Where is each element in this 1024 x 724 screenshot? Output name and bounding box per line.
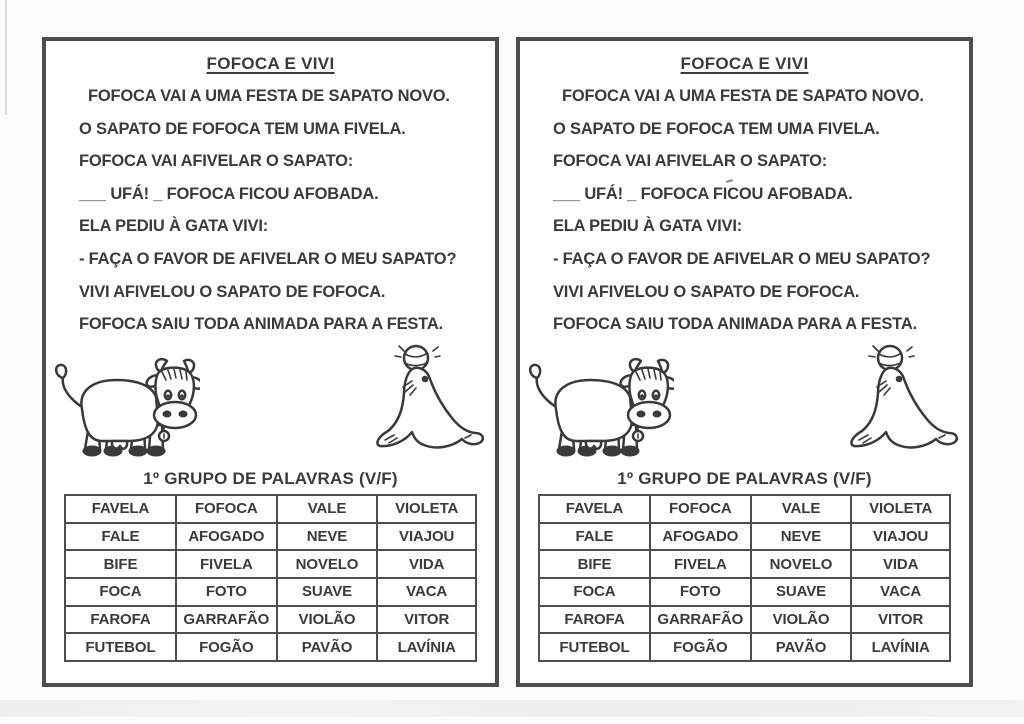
word-cell: VACA (377, 578, 476, 606)
seal-with-ball-illustration (352, 343, 486, 465)
word-cell: FOFOCA (176, 495, 277, 523)
word-cell: PAVÃO (751, 633, 852, 661)
word-cell: LAVÍNIA (851, 633, 950, 661)
story-line: FOFOCA SAIU TODA ANIMADA PARA A FESTA. (79, 315, 443, 334)
word-cell: NEVE (277, 523, 378, 551)
word-cell: PAVÃO (277, 633, 378, 661)
seal-with-ball-illustration (826, 343, 960, 465)
story-line: ___ UFÁ! _ FOFOCA FICOU AFOBADA. (553, 184, 853, 203)
word-cell: VIAJOU (851, 523, 950, 551)
word-cell: VALE (751, 495, 852, 523)
worksheet-panel-right (516, 37, 973, 687)
word-table (538, 494, 951, 662)
story-title: FOFOCA E VIVI (680, 54, 809, 73)
word-cell: NOVELO (751, 550, 852, 578)
story-line: - FAÇA O FAVOR DE AFIVELAR O MEU SAPATO? (553, 249, 931, 268)
cow-illustration (52, 357, 200, 461)
word-cell: BIFE (65, 550, 176, 578)
word-cell: FAVELA (65, 495, 176, 523)
table-row (65, 578, 476, 606)
word-cell: VIOLETA (377, 495, 476, 523)
word-cell: FIVELA (650, 550, 751, 578)
word-cell: FUTEBOL (539, 633, 650, 661)
story-line: ELA PEDIU À GATA VIVI: (553, 217, 743, 236)
word-cell: VIDA (851, 550, 950, 578)
word-cell: FIVELA (176, 550, 277, 578)
word-table (64, 494, 477, 662)
word-cell: VIDA (377, 550, 476, 578)
word-cell: FAROFA (539, 606, 650, 634)
table-row (65, 633, 476, 661)
story-line: FOFOCA VAI AFIVELAR O SAPATO: (79, 152, 354, 171)
word-cell: VIAJOU (377, 523, 476, 551)
word-cell: VIOLÃO (751, 606, 852, 634)
scan-edge-artifact (5, 0, 7, 115)
word-cell: VACA (851, 578, 950, 606)
story-line: O SAPATO DE FOFOCA TEM UMA FIVELA. (79, 119, 406, 138)
scan-bottom-edge (0, 700, 1024, 717)
table-row (539, 633, 950, 661)
table-row (539, 550, 950, 578)
word-cell: FUTEBOL (65, 633, 176, 661)
word-cell: FALE (65, 523, 176, 551)
word-cell: GARRAFÃO (176, 606, 277, 634)
word-cell: FAROFA (65, 606, 176, 634)
story-line: ELA PEDIU À GATA VIVI: (79, 217, 269, 236)
story-line: - FAÇA O FAVOR DE AFIVELAR O MEU SAPATO? (79, 249, 457, 268)
story-line: ___ UFÁ! _ FOFOCA FICOU AFOBADA. (79, 184, 379, 203)
table-row (65, 606, 476, 634)
illustration-row (520, 341, 969, 466)
story-line: VIVI AFIVELOU O SAPATO DE FOFOCA. (553, 282, 860, 301)
word-cell: FAVELA (539, 495, 650, 523)
story-text (46, 80, 495, 341)
word-cell: SUAVE (277, 578, 378, 606)
story-line: VIVI AFIVELOU O SAPATO DE FOFOCA. (79, 282, 386, 301)
word-cell: BIFE (539, 550, 650, 578)
table-row (539, 606, 950, 634)
word-cell: LAVÍNIA (377, 633, 476, 661)
word-cell: FOGÃO (176, 633, 277, 661)
word-cell: VIOLÃO (277, 606, 378, 634)
cow-illustration (526, 357, 674, 461)
word-cell: FOFOCA (650, 495, 751, 523)
story-title: FOFOCA E VIVI (206, 54, 335, 73)
word-cell: NOVELO (277, 550, 378, 578)
word-cell: FOTO (176, 578, 277, 606)
word-cell: FALE (539, 523, 650, 551)
word-cell: VALE (277, 495, 378, 523)
word-cell: VITOR (851, 606, 950, 634)
story-line: FOFOCA SAIU TODA ANIMADA PARA A FESTA. (553, 315, 917, 334)
story-line: FOFOCA VAI A UMA FESTA DE SAPATO NOVO. (562, 87, 924, 105)
table-row (65, 523, 476, 551)
word-cell: VIOLETA (851, 495, 950, 523)
word-cell: NEVE (751, 523, 852, 551)
table-row (539, 495, 950, 523)
word-cell: VITOR (377, 606, 476, 634)
table-row (65, 495, 476, 523)
story-text (520, 80, 969, 341)
word-group-heading: 1º GRUPO DE PALAVRAS (V/F) (617, 469, 872, 488)
story-line: O SAPATO DE FOFOCA TEM UMA FIVELA. (553, 119, 880, 138)
word-cell: AFOGADO (176, 523, 277, 551)
table-row (539, 578, 950, 606)
table-row (539, 523, 950, 551)
worksheet-panel-left (42, 37, 499, 687)
word-group-heading: 1º GRUPO DE PALAVRAS (V/F) (143, 469, 398, 488)
story-line: FOFOCA VAI A UMA FESTA DE SAPATO NOVO. (88, 87, 450, 105)
word-cell: FOCA (539, 578, 650, 606)
illustration-row (46, 341, 495, 466)
word-cell: FOCA (65, 578, 176, 606)
story-line: FOFOCA VAI AFIVELAR O SAPATO: (553, 152, 828, 171)
word-cell: FOTO (650, 578, 751, 606)
word-cell: AFOGADO (650, 523, 751, 551)
table-row (65, 550, 476, 578)
word-cell: GARRAFÃO (650, 606, 751, 634)
word-cell: FOGÃO (650, 633, 751, 661)
word-cell: SUAVE (751, 578, 852, 606)
